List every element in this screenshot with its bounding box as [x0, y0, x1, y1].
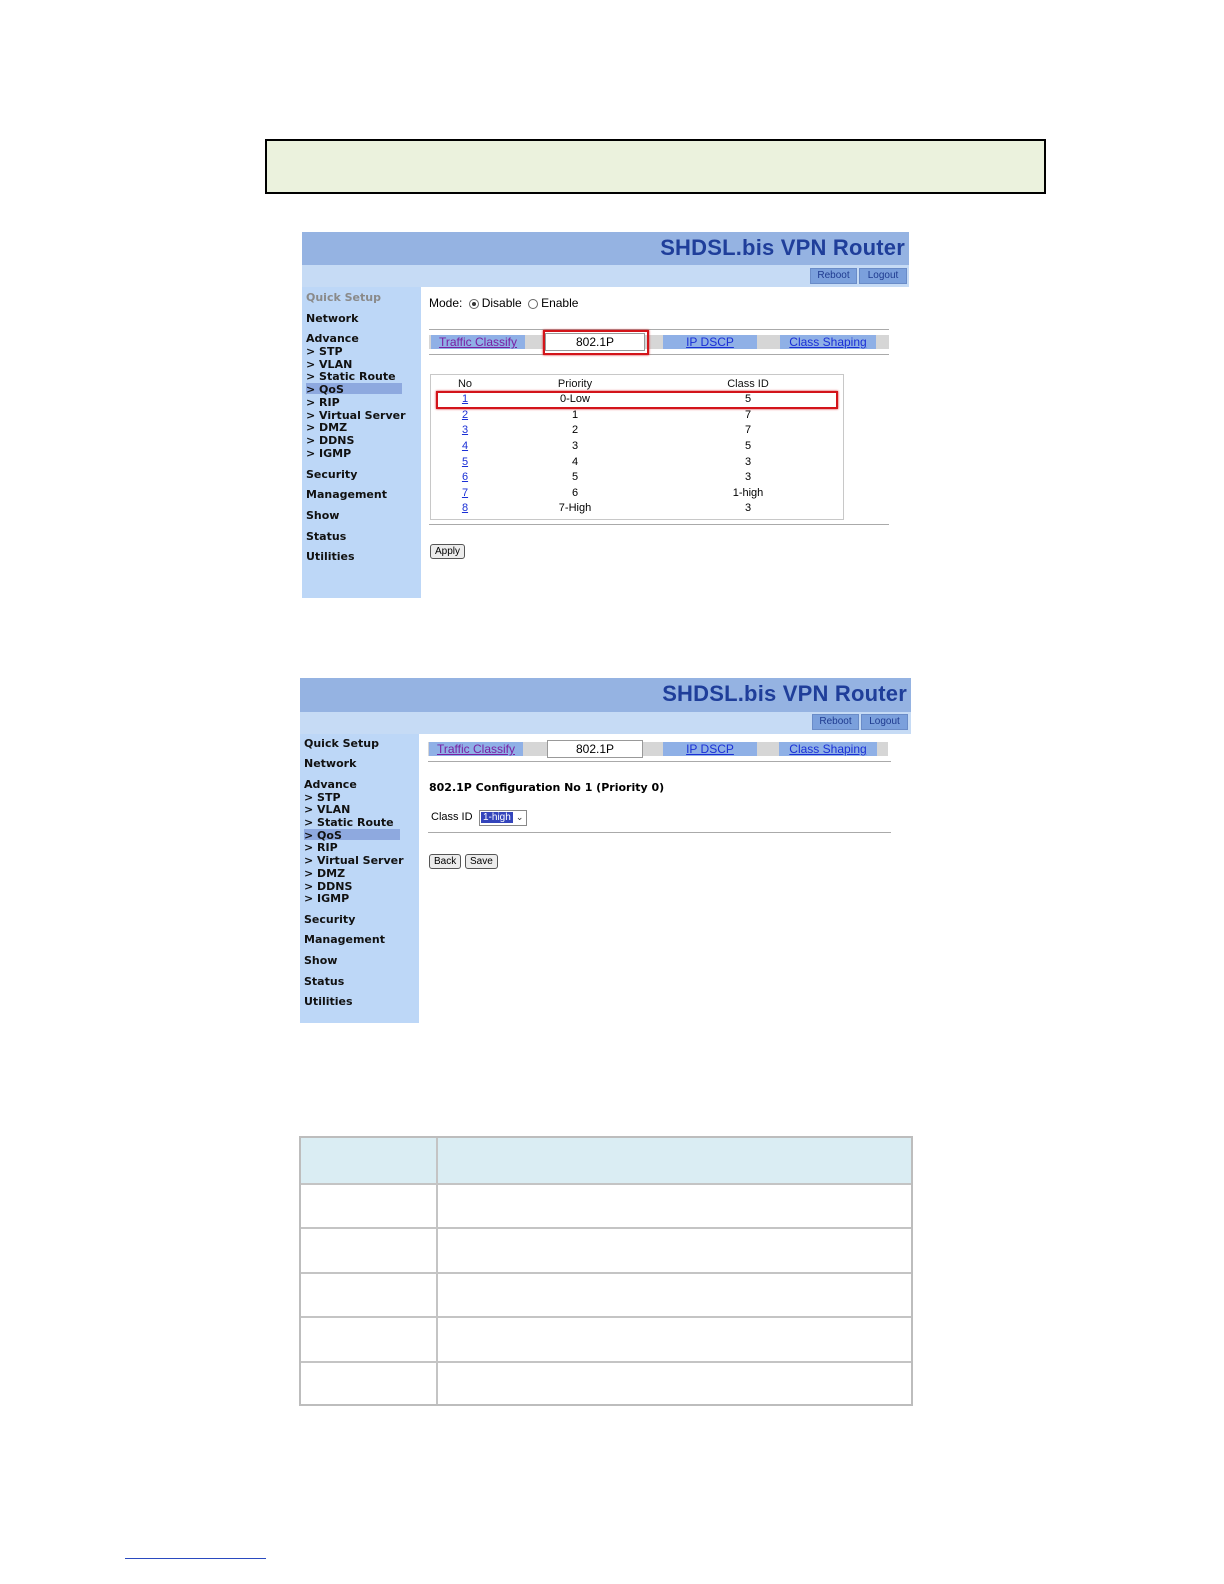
logout-button[interactable]: Logout — [859, 268, 907, 284]
row-class-id: 5 — [744, 393, 752, 405]
row-class-id: 3 — [744, 471, 752, 483]
reboot-button[interactable]: Reboot — [812, 714, 859, 730]
highlight-box-row-1 — [436, 391, 838, 409]
sidebar-item-ddns[interactable]: > DDNS — [306, 434, 355, 447]
row-link-no[interactable]: 3 — [461, 424, 469, 436]
sidebar-item-show[interactable]: Show — [306, 509, 340, 522]
tab-802-1p[interactable]: 802.1P — [545, 333, 645, 351]
tab-bar — [428, 742, 888, 756]
note-box — [265, 139, 1046, 194]
sidebar-item-advance[interactable]: Advance — [306, 332, 359, 345]
sidebar — [302, 287, 421, 598]
tab-traffic-classify[interactable]: Traffic Classify — [429, 742, 523, 756]
mode-row — [429, 296, 578, 310]
sidebar-item-advance[interactable]: Advance — [304, 778, 357, 791]
sidebar-item-ddns[interactable]: > DDNS — [304, 880, 353, 893]
highlight-box-802-1p-tab — [543, 330, 649, 355]
row-priority: 1 — [571, 409, 579, 421]
sidebar-item-network[interactable]: Network — [304, 757, 357, 770]
row-divider — [301, 1272, 911, 1274]
header-banner — [302, 232, 909, 265]
sidebar-item-rip[interactable]: > RIP — [304, 841, 338, 854]
column-header-priority: Priority — [557, 378, 593, 390]
sidebar-item-utilities[interactable]: Utilities — [304, 995, 353, 1008]
back-button[interactable]: Back — [429, 854, 461, 869]
row-link-no[interactable]: 2 — [461, 409, 469, 421]
router-screenshot-2 — [300, 678, 911, 1023]
row-priority: 6 — [571, 487, 579, 499]
reboot-button[interactable]: Reboot — [810, 268, 857, 284]
class-id-selected-value: 1-high — [483, 812, 511, 823]
row-class-id: 3 — [744, 502, 752, 514]
apply-button[interactable]: Apply — [430, 544, 465, 559]
chevron-down-icon: ⌄ — [515, 812, 524, 822]
sidebar-item-dmz[interactable]: > DMZ — [304, 867, 346, 880]
row-link-no[interactable]: 4 — [461, 440, 469, 452]
divider — [428, 832, 891, 833]
sidebar-item-qos[interactable]: > QoS — [304, 829, 342, 842]
sidebar-item-management[interactable]: Management — [306, 488, 387, 501]
tab-802-1p[interactable]: 802.1P — [547, 740, 643, 758]
sidebar-item-virtual-server[interactable]: > Virtual Server — [304, 854, 404, 867]
footer-rule — [125, 1558, 266, 1559]
mode-disable-radio[interactable] — [469, 299, 479, 309]
tab-class-shaping[interactable]: Class Shaping — [779, 742, 877, 756]
row-class-id: 7 — [744, 409, 752, 421]
tab-ip-dscp[interactable]: IP DSCP — [663, 335, 757, 349]
sidebar-item-security[interactable]: Security — [306, 468, 358, 481]
parameter-table-header — [301, 1138, 911, 1183]
sidebar-item-show[interactable]: Show — [304, 954, 338, 967]
banner-title: SHDSL.bis VPN Router — [660, 235, 905, 260]
row-priority: 2 — [571, 424, 579, 436]
row-link-no[interactable]: 1 — [461, 393, 469, 405]
divider — [429, 354, 889, 355]
tab-traffic-classify[interactable]: Traffic Classify — [431, 335, 525, 349]
main-content — [429, 287, 909, 598]
column-header-class-id: Class ID — [727, 378, 769, 390]
sidebar-item-stp[interactable]: > STP — [304, 791, 341, 804]
row-class-id: 5 — [744, 440, 752, 452]
divider — [429, 524, 889, 525]
sidebar-item-virtual-server[interactable]: > Virtual Server — [306, 409, 406, 422]
row-link-no[interactable]: 5 — [461, 456, 469, 468]
main-content — [428, 734, 911, 1023]
row-priority: 3 — [571, 440, 579, 452]
row-link-no[interactable]: 7 — [461, 487, 469, 499]
row-priority: 0-Low — [560, 393, 590, 405]
row-divider — [301, 1316, 911, 1318]
sidebar-item-status[interactable]: Status — [306, 530, 347, 543]
tab-bar — [429, 335, 889, 349]
divider — [429, 329, 889, 330]
row-class-id: 3 — [744, 456, 752, 468]
row-class-id: 1-high — [732, 487, 764, 499]
row-priority: 4 — [571, 456, 579, 468]
config-title: 802.1P Configuration No 1 (Priority 0) — [429, 781, 665, 794]
class-id-label: Class ID — [431, 811, 473, 823]
row-divider — [301, 1361, 911, 1363]
sidebar-item-security[interactable]: Security — [304, 913, 356, 926]
sidebar-item-static-route[interactable]: > Static Route — [304, 816, 394, 829]
save-button[interactable]: Save — [465, 854, 498, 869]
class-id-select[interactable] — [479, 810, 527, 826]
sidebar — [300, 734, 419, 1023]
sidebar-item-status[interactable]: Status — [304, 975, 345, 988]
sidebar-item-quick-setup[interactable]: Quick Setup — [304, 737, 379, 750]
row-link-no[interactable]: 8 — [461, 502, 469, 514]
sidebar-item-igmp[interactable]: > IGMP — [304, 892, 350, 905]
sidebar-item-management[interactable]: Management — [304, 933, 385, 946]
column-header-no: No — [457, 378, 473, 390]
tab-class-shaping[interactable]: Class Shaping — [780, 335, 876, 349]
sidebar-item-vlan[interactable]: > VLAN — [304, 803, 351, 816]
header-banner — [300, 678, 911, 712]
mode-enable-radio[interactable] — [528, 299, 538, 309]
divider — [428, 761, 891, 762]
sidebar-item-stp[interactable]: > STP — [306, 345, 343, 358]
column-divider — [436, 1138, 438, 1404]
mode-enable-label: Enable — [541, 296, 579, 310]
router-screenshot-1 — [302, 232, 909, 598]
sidebar-item-utilities[interactable]: Utilities — [306, 550, 355, 563]
sidebar-item-igmp[interactable]: > IGMP — [306, 447, 352, 460]
sidebar-item-qos[interactable]: > QoS — [306, 383, 344, 396]
row-divider — [301, 1227, 911, 1229]
row-priority: 7-High — [558, 502, 592, 514]
row-priority: 5 — [571, 471, 579, 483]
mode-disable-label: Disable — [481, 296, 522, 310]
sidebar-item-rip[interactable]: > RIP — [306, 396, 340, 409]
row-link-no[interactable]: 6 — [461, 471, 469, 483]
sidebar-item-static-route[interactable]: > Static Route — [306, 370, 396, 383]
sidebar-item-vlan[interactable]: > VLAN — [306, 358, 353, 371]
sidebar-item-quick-setup[interactable]: Quick Setup — [306, 291, 381, 304]
mode-label: Mode: — [429, 296, 463, 310]
sidebar-item-dmz[interactable]: > DMZ — [306, 421, 348, 434]
sidebar-item-network[interactable]: Network — [306, 312, 359, 325]
logout-button[interactable]: Logout — [861, 714, 908, 730]
tab-ip-dscp[interactable]: IP DSCP — [663, 742, 757, 756]
banner-title: SHDSL.bis VPN Router — [662, 681, 907, 706]
row-divider — [301, 1183, 911, 1185]
parameter-table — [299, 1136, 913, 1406]
row-class-id: 7 — [744, 424, 752, 436]
